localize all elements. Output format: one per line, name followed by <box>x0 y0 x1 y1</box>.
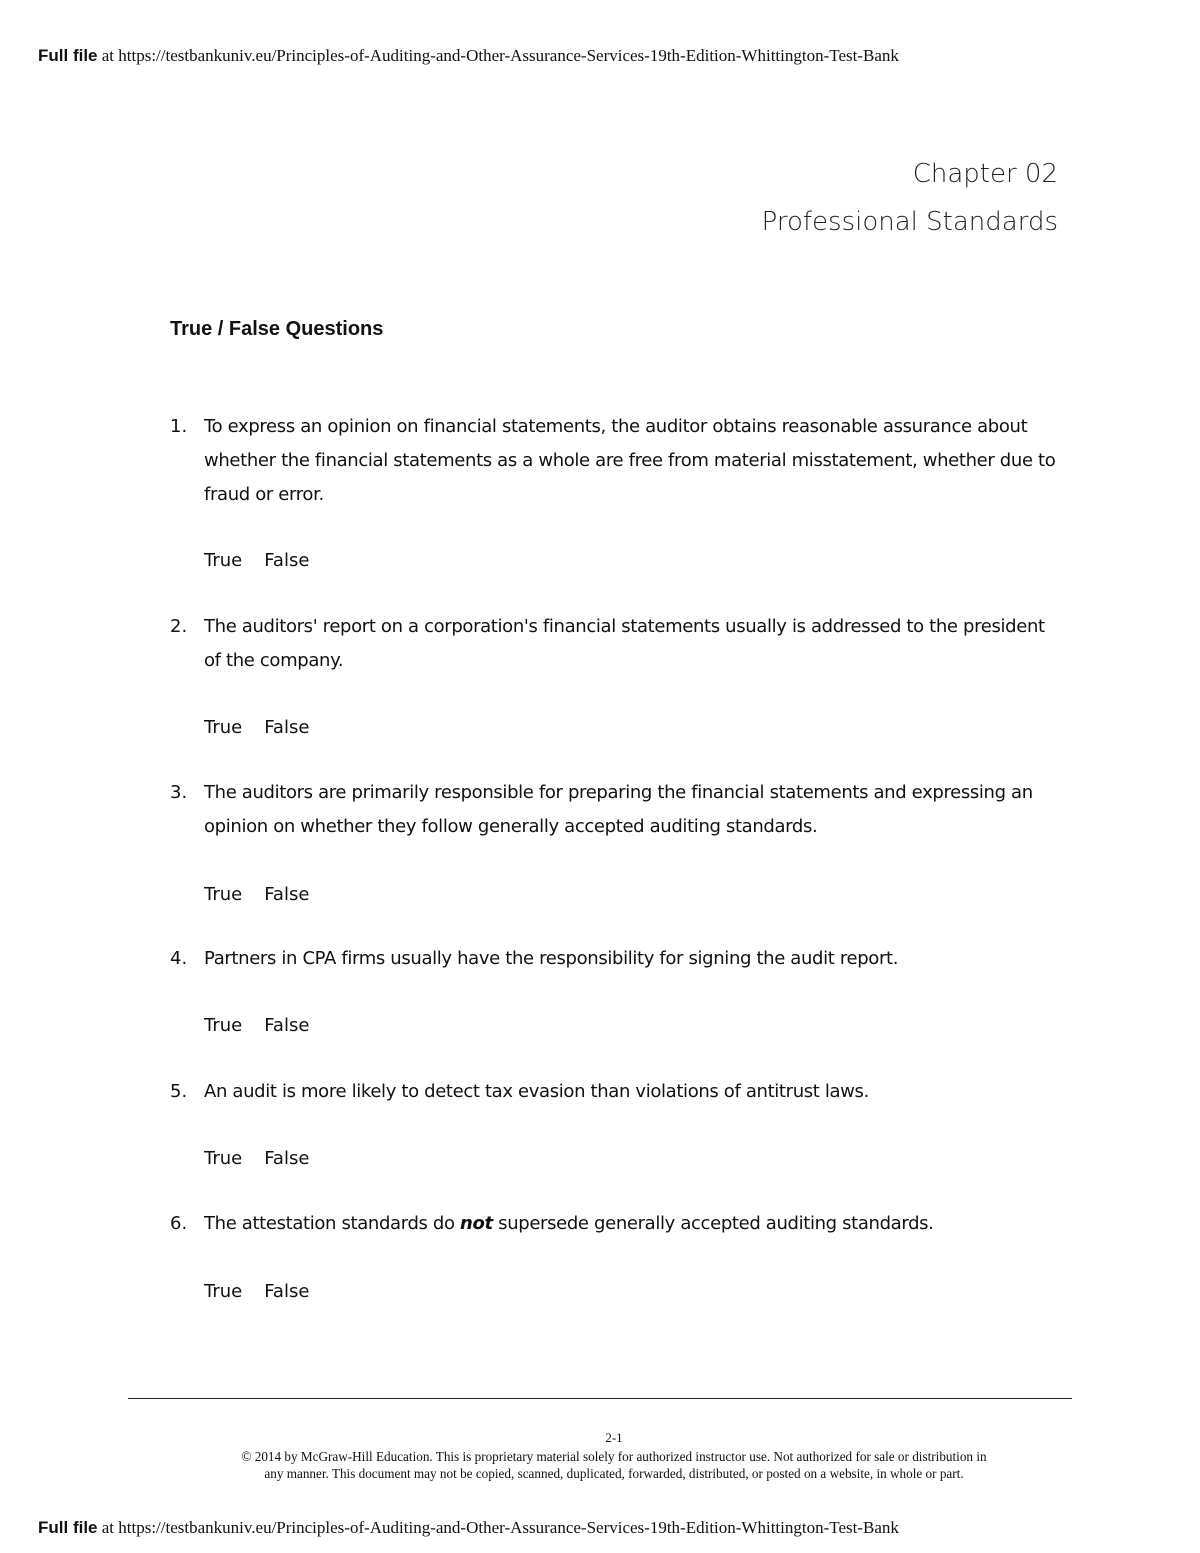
chapter-title: Professional Standards <box>761 207 1058 237</box>
question-text: The auditors' report on a corporation's financial statements usually is addressed to the president of the company. <box>204 616 1045 671</box>
bottom-banner-url: at https://testbankuniv.eu/Principles-of-Auditing-and-Other-Assurance-Services-19th-Edition-Whittington-Test-Bank <box>97 1518 899 1537</box>
bottom-banner-label: Full file <box>38 1518 98 1537</box>
chapter-number: Chapter 02 <box>912 159 1058 189</box>
true-option[interactable]: True <box>204 1281 243 1302</box>
section-heading: True / False Questions <box>170 318 384 340</box>
bottom-banner <box>38 1518 899 1538</box>
false-option[interactable]: False <box>264 884 310 905</box>
question-number: 4. <box>170 948 188 969</box>
top-banner <box>38 46 899 66</box>
copyright-line: © 2014 by McGraw-Hill Education. This is proprietary material solely for authorized instructor use. Not authorized for sale or distribution in <box>241 1449 987 1464</box>
question-text-before: The attestation standards do <box>204 1213 461 1234</box>
top-banner-url: at https://testbankuniv.eu/Principles-of-Auditing-and-Other-Assurance-Services-19th-Edition-Whittington-Test-Bank <box>97 46 899 65</box>
question-number: 3. <box>170 782 188 803</box>
false-option[interactable]: False <box>264 550 310 571</box>
true-false-options <box>204 717 309 738</box>
question-number: 5. <box>170 1081 188 1102</box>
true-false-options <box>204 1281 309 1302</box>
question-number: 6. <box>170 1213 188 1234</box>
true-false-options <box>204 1148 309 1169</box>
true-option[interactable]: True <box>204 884 243 905</box>
question-text: Partners in CPA firms usually have the responsibility for signing the audit report. <box>204 948 899 969</box>
page-number: 2-1 <box>605 1430 623 1445</box>
question-number: 1. <box>170 416 188 437</box>
false-option[interactable]: False <box>264 1281 310 1302</box>
copyright-line: any manner. This document may not be copied, scanned, duplicated, forwarded, distributed, or posted on a website, in whole or part. <box>264 1466 964 1481</box>
true-option[interactable]: True <box>204 1148 243 1169</box>
false-option[interactable]: False <box>264 717 310 738</box>
question-text: The auditors are primarily responsible for preparing the financial statements and expressing an opinion on whether they follow generally accepted auditing standards. <box>204 782 1033 837</box>
true-false-options <box>204 884 309 905</box>
chapter-heading <box>762 150 1058 246</box>
question-number: 2. <box>170 616 188 637</box>
question-text: An audit is more likely to detect tax evasion than violations of antitrust laws. <box>204 1081 869 1102</box>
question-text <box>204 1207 1060 1241</box>
true-false-options <box>204 1015 309 1036</box>
question-text-after: supersede generally accepted auditing standards. <box>492 1213 934 1234</box>
copyright-notice <box>160 1448 1068 1482</box>
false-option[interactable]: False <box>264 1148 310 1169</box>
true-false-options <box>204 550 309 571</box>
question-emphasis: not <box>460 1213 493 1234</box>
true-option[interactable]: True <box>204 1015 243 1036</box>
true-option[interactable]: True <box>204 550 243 571</box>
question-text: To express an opinion on financial statements, the auditor obtains reasonable assurance about whether the financial statements as a whole are free from material misstatement, whether due to fraud or error. <box>204 416 1056 505</box>
top-banner-label: Full file <box>38 46 98 65</box>
false-option[interactable]: False <box>264 1015 310 1036</box>
footer-divider <box>128 1398 1072 1399</box>
true-option[interactable]: True <box>204 717 243 738</box>
